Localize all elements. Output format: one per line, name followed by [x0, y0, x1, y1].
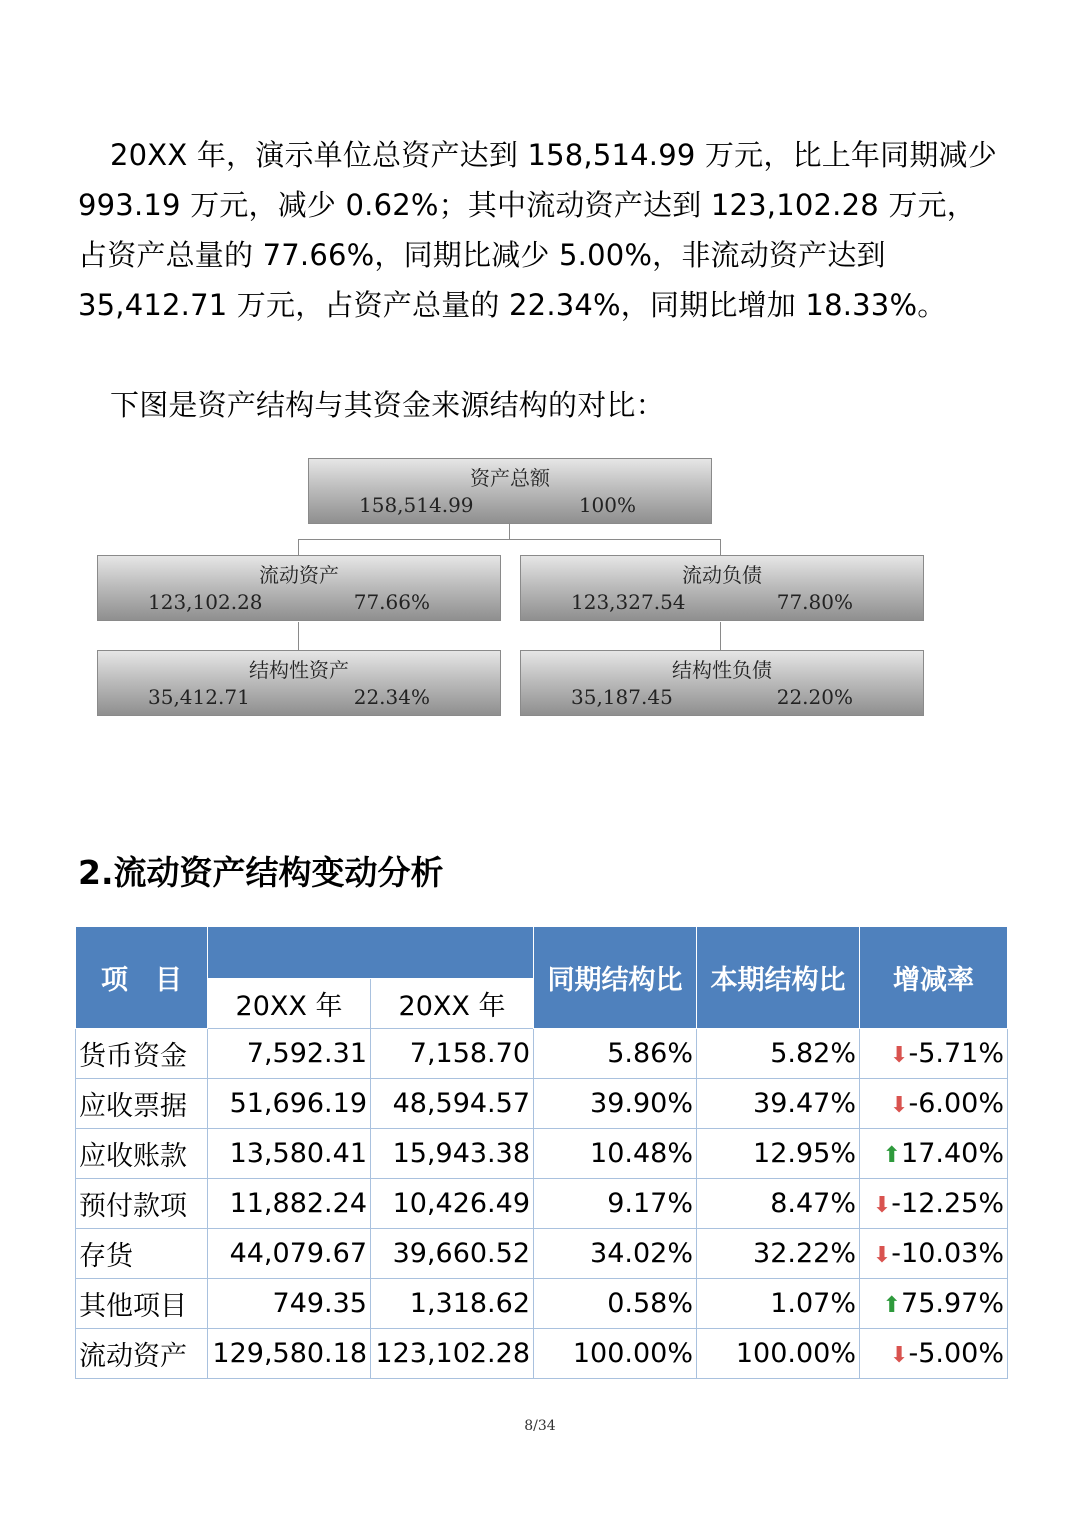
change-value: -12.25%	[891, 1188, 1004, 1219]
row-year1: 11,882.24	[208, 1179, 371, 1229]
row-year1: 749.35	[208, 1279, 371, 1329]
row-year1: 44,079.67	[208, 1229, 371, 1279]
row-prev-ratio: 39.90%	[534, 1079, 697, 1129]
row-year2: 7,158.70	[371, 1029, 534, 1079]
row-year2: 39,660.52	[371, 1229, 534, 1279]
row-change	[860, 1129, 1008, 1179]
box-percent: 77.66%	[353, 590, 430, 614]
row-change	[860, 1329, 1008, 1379]
row-cur-ratio: 100.00%	[697, 1329, 860, 1379]
structural-liabilities-box	[520, 650, 924, 716]
row-name: 其他项目	[76, 1279, 208, 1329]
box-title: 资产总额	[470, 466, 550, 490]
box-title: 结构性资产	[249, 658, 349, 682]
row-year2: 15,943.38	[371, 1129, 534, 1179]
row-year1: 129,580.18	[208, 1329, 371, 1379]
row-name: 货币资金	[76, 1029, 208, 1079]
row-prev-ratio: 5.86%	[534, 1029, 697, 1079]
arrow-down-icon: ⬇	[890, 1093, 909, 1118]
box-percent: 100%	[578, 493, 636, 517]
current-assets-table	[75, 926, 1008, 1379]
row-cur-ratio: 39.47%	[697, 1079, 860, 1129]
header-year2: 20XX 年	[371, 979, 534, 1029]
box-value: 158,514.99	[359, 493, 474, 517]
table-row	[76, 1179, 1008, 1229]
row-year1: 51,696.19	[208, 1079, 371, 1129]
change-value: -6.00%	[908, 1088, 1004, 1119]
header-change: 增减率	[860, 927, 1008, 1029]
table-row	[76, 1029, 1008, 1079]
header-year1: 20XX 年	[208, 979, 371, 1029]
row-change	[860, 1029, 1008, 1079]
row-change	[860, 1179, 1008, 1229]
arrow-down-icon: ⬇	[872, 1243, 892, 1268]
row-year2: 48,594.57	[371, 1079, 534, 1129]
box-value: 123,327.54	[571, 590, 686, 614]
row-change	[860, 1229, 1008, 1279]
box-value: 35,412.71	[148, 685, 250, 709]
arrow-up-icon: ⬆	[882, 1293, 902, 1318]
table-row	[76, 1129, 1008, 1179]
box-title: 流动资产	[259, 563, 339, 587]
row-prev-ratio: 34.02%	[534, 1229, 697, 1279]
section-title: 2.流动资产结构变动分析	[78, 853, 444, 892]
change-value: 17.40%	[901, 1138, 1004, 1169]
chart-intro-paragraph: 下图是资产结构与其资金来源结构的对比：	[110, 388, 665, 422]
table-row	[76, 1079, 1008, 1129]
row-year2: 1,318.62	[371, 1279, 534, 1329]
change-value: -5.00%	[908, 1338, 1004, 1369]
header-year-group	[208, 927, 534, 979]
structural-assets-box	[97, 650, 501, 716]
row-name: 应收票据	[76, 1079, 208, 1129]
change-value: -5.71%	[908, 1038, 1004, 1069]
row-year1: 13,580.41	[208, 1129, 371, 1179]
change-value: -10.03%	[891, 1238, 1004, 1269]
current-liabilities-box	[520, 555, 924, 621]
header-cur-ratio: 本期结构比	[697, 927, 860, 1029]
box-percent: 22.20%	[776, 685, 853, 709]
box-value: 35,187.45	[571, 685, 673, 709]
box-title: 结构性负债	[672, 658, 772, 682]
arrow-down-icon: ⬇	[890, 1043, 909, 1068]
header-prev-ratio: 同期结构比	[534, 927, 697, 1029]
row-name: 流动资产	[76, 1329, 208, 1379]
arrow-down-icon: ⬇	[872, 1193, 892, 1218]
total-assets-box	[308, 458, 712, 524]
table-row	[76, 1229, 1008, 1279]
row-cur-ratio: 1.07%	[697, 1279, 860, 1329]
row-cur-ratio: 32.22%	[697, 1229, 860, 1279]
row-name: 存货	[76, 1229, 208, 1279]
row-change	[860, 1079, 1008, 1129]
header-item: 项 目	[76, 927, 208, 1029]
page-number: 8/34	[524, 1418, 556, 1434]
row-cur-ratio: 12.95%	[697, 1129, 860, 1179]
row-prev-ratio: 9.17%	[534, 1179, 697, 1229]
row-cur-ratio: 8.47%	[697, 1179, 860, 1229]
arrow-up-icon: ⬆	[882, 1143, 902, 1168]
row-prev-ratio: 100.00%	[534, 1329, 697, 1379]
row-year2: 123,102.28	[371, 1329, 534, 1379]
row-cur-ratio: 5.82%	[697, 1029, 860, 1079]
box-value: 123,102.28	[148, 590, 263, 614]
box-percent: 77.80%	[776, 590, 853, 614]
table-row	[76, 1279, 1008, 1329]
row-name: 预付款项	[76, 1179, 208, 1229]
row-name: 应收账款	[76, 1129, 208, 1179]
box-title: 流动负债	[682, 563, 762, 587]
summary-paragraph: 20XX 年，演示单位总资产达到 158,514.99 万元，比上年同期减少 993.19 万元，减少 0.62%；其中流动资产达到 123,102.28 万元，占资产总量的 77.66%，同期比减少 5.00%，非流动资产达到 35,412.71 万元，占资产总量的 22.34%，同期比增加 18.33%。	[78, 138, 997, 322]
row-prev-ratio: 0.58%	[534, 1279, 697, 1329]
change-value: 75.97%	[901, 1288, 1004, 1319]
row-prev-ratio: 10.48%	[534, 1129, 697, 1179]
arrow-down-icon: ⬇	[890, 1343, 909, 1368]
current-assets-box	[97, 555, 501, 621]
row-change	[860, 1279, 1008, 1329]
row-year1: 7,592.31	[208, 1029, 371, 1079]
table-row	[76, 1329, 1008, 1379]
row-year2: 10,426.49	[371, 1179, 534, 1229]
box-percent: 22.34%	[353, 685, 430, 709]
